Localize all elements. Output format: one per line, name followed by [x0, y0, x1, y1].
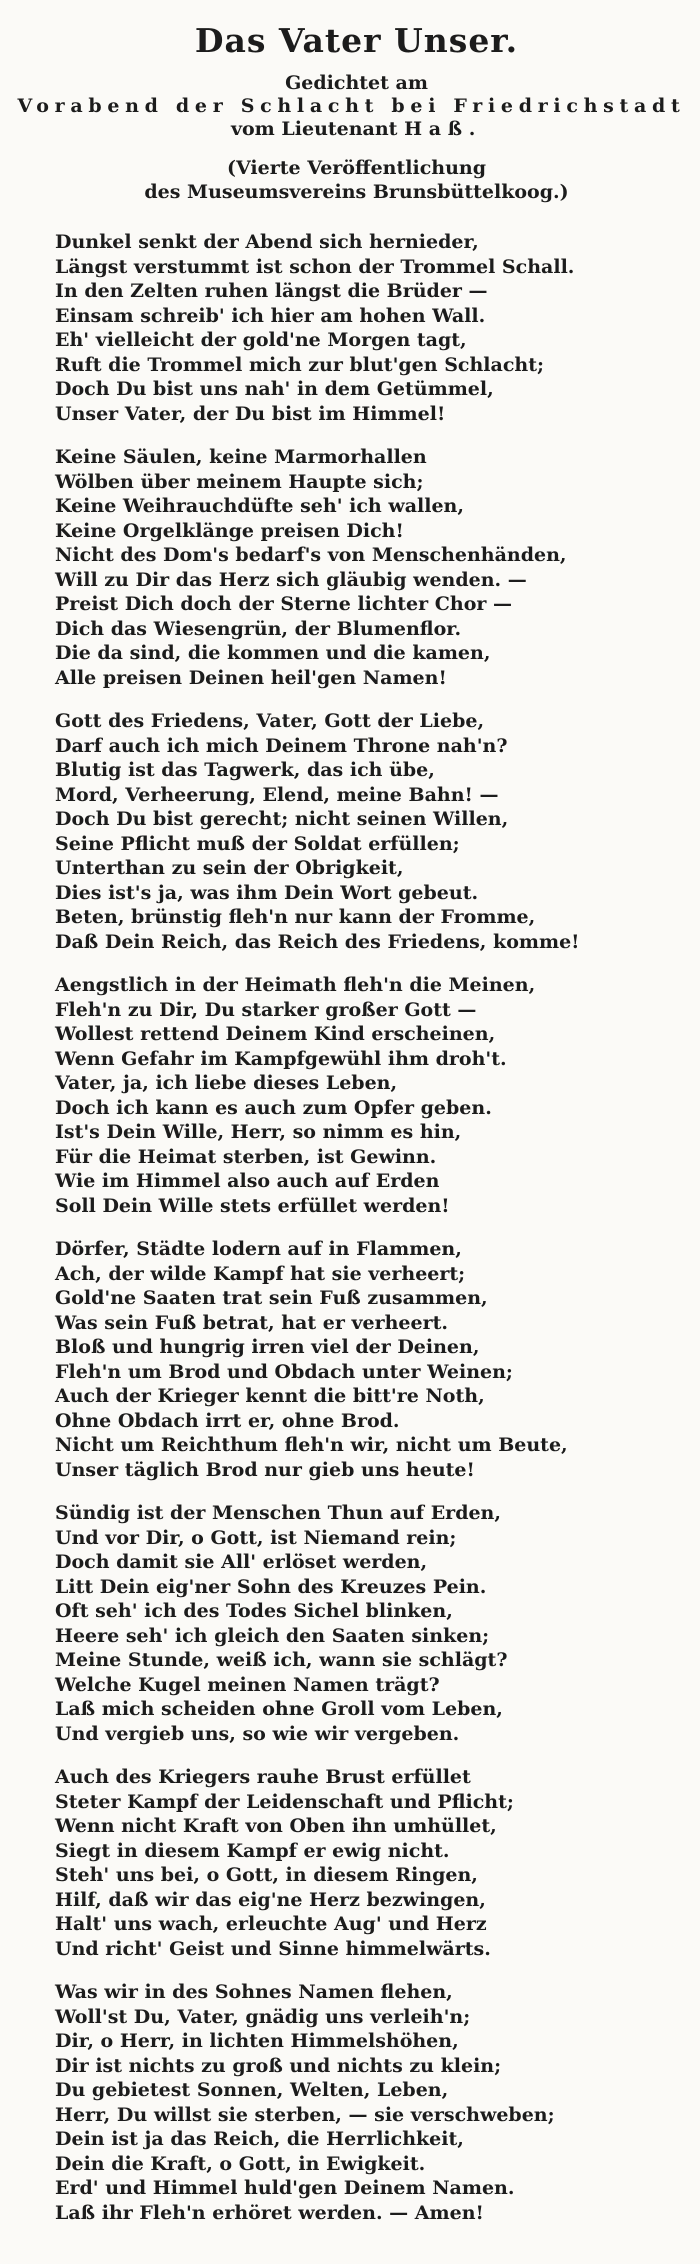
poem-line: Aengstlich in der Heimath fleh'n die Meinen, — [55, 974, 536, 996]
poem-line: Keine Weihrauchdüfte seh' ich wallen, — [55, 495, 464, 517]
poem-line: Laß mich scheiden ohne Groll vom Leben, — [55, 1698, 503, 1720]
poem-line: Steter Kampf der Leidenschaft und Pflicht; — [55, 1790, 514, 1813]
poem-line: Litt Dein eig'ner Sohn des Kreuzes Pein. — [55, 1575, 487, 1598]
poem-line: Wenn Gefahr im Kampfgewühl ihm droh't. — [55, 1047, 507, 1070]
poem-line: Alle preisen Deinen heil'gen Namen! — [55, 666, 447, 689]
poem-stanza — [55, 1765, 658, 1961]
poem-stanza — [55, 709, 658, 954]
poem-line: Fleh'n um Brod und Obdach unter Weinen; — [55, 1360, 513, 1383]
poem-line: Ist's Dein Wille, Herr, so nimm es hin, — [55, 1121, 462, 1143]
poem-line: Herr, Du willst sie sterben, — sie verschweben; — [55, 2103, 555, 2126]
publication-note-line: (Vierte Veröffentlichung — [227, 157, 486, 179]
poem-line: Dich das Wiesengrün, der Blumenflor. — [55, 617, 462, 640]
poem-line: Unser täglich Brod nur gieb uns heute! — [55, 1458, 475, 1481]
poem-stanza — [55, 1237, 658, 1482]
poem-line: Sündig ist der Menschen Thun auf Erden, — [55, 1502, 501, 1524]
poem-line: Soll Dein Wille stets erfüllet werden! — [55, 1194, 450, 1217]
poem-line: Doch ich kann es auch zum Opfer geben. — [55, 1096, 492, 1119]
poem-line: Gold'ne Saaten trat sein Fuß zusammen, — [55, 1287, 488, 1309]
poem-line: Seine Pflicht muß der Soldat erfüllen; — [55, 832, 460, 855]
poem-line: Mord, Verheerung, Elend, meine Bahn! — — [55, 783, 499, 806]
publication-note — [55, 156, 658, 204]
poem-line: Beten, brünstig fleh'n nur kann der Fromme, — [55, 906, 536, 928]
poem-line: Und richt' Geist und Sinne himmelwärts. — [55, 1937, 491, 1960]
poem-line: Für die Heimat sterben, ist Gewinn. — [55, 1145, 437, 1168]
poem-line: Was wir in des Sohnes Namen flehen, — [55, 1981, 453, 2003]
poem-line: Dörfer, Städte lodern auf in Flammen, — [55, 1238, 462, 1260]
poem-stanza — [55, 1501, 658, 1746]
poem-line: Auch des Kriegers rauhe Brust erfüllet — [55, 1766, 471, 1788]
subtitle-author-line — [55, 118, 658, 141]
poem-line: Preist Dich doch der Sterne lichter Chor — — [55, 593, 512, 615]
poem-line: Dies ist's ja, was ihm Dein Wort gebeut. — [55, 881, 479, 904]
poem-line: Einsam schreib' ich hier am hohen Wall. — [55, 304, 486, 327]
poem-line: Wenn nicht Kraft von Oben ihn umhüllet, — [55, 1815, 497, 1837]
author-name: Haß. — [404, 118, 483, 140]
poem-line: Halt' uns wach, erleuchte Aug' und Herz — [55, 1913, 487, 1935]
poem-line: Blutig ist das Tagwerk, das ich übe, — [55, 759, 435, 781]
subtitle-battle-line: Vorabend der Schlacht bei Friedrichstadt — [17, 95, 686, 117]
poem-line: Ruft die Trommel mich zur blut'gen Schlacht; — [55, 353, 545, 376]
poem-line: Bloß und hungrig irren viel der Deinen, — [55, 1336, 480, 1358]
poem-line: Doch Du bist uns nah' in dem Getümmel, — [55, 378, 494, 400]
poem-line: Nicht um Reichthum fleh'n wir, nicht um Beute, — [55, 1434, 568, 1456]
poem-line: Heere seh' ich gleich den Saaten sinken; — [55, 1624, 490, 1647]
poem-line: Oft seh' ich des Todes Sichel blinken, — [55, 1600, 453, 1622]
poem-line: Dir, o Herr, in lichten Himmelshöhen, — [55, 2030, 459, 2052]
poem-line: Keine Säulen, keine Marmorhallen — [55, 446, 427, 468]
poem-line: Welche Kugel meinen Namen trägt? — [55, 1673, 440, 1696]
poem-line: Gott des Friedens, Vater, Gott der Liebe, — [55, 710, 485, 732]
poem-line: Daß Dein Reich, das Reich des Friedens, komme! — [55, 930, 580, 953]
poem-line: Darf auch ich mich Deinem Throne nah'n? — [55, 734, 508, 757]
poem-line: Ohne Obdach irrt er, ohne Brod. — [55, 1409, 400, 1432]
poem-line: Längst verstummt ist schon der Trommel Schall. — [55, 255, 575, 278]
poem-stanza — [55, 1980, 658, 2225]
poem-line: Unser Vater, der Du bist im Himmel! — [55, 402, 446, 425]
poem-line: Du gebietest Sonnen, Welten, Leben, — [55, 2079, 449, 2101]
poem-line: Vater, ja, ich liebe dieses Leben, — [55, 1072, 398, 1094]
poem-line: Hilf, daß wir das eig'ne Herz bezwingen, — [55, 1888, 486, 1911]
poem-line: Dunkel senkt der Abend sich hernieder, — [55, 231, 479, 253]
poem-line: Unterthan zu sein der Obrigkeit, — [55, 857, 404, 879]
author-prefix: vom Lieutenant — [230, 118, 398, 140]
poem-stanza — [55, 445, 658, 690]
poem-line: Laß ihr Fleh'n erhöret werden. — Amen! — [55, 2201, 484, 2224]
poem-line: Keine Orgelklänge preisen Dich! — [55, 519, 404, 542]
subtitle-dedication: Gedichtet am — [285, 72, 428, 94]
poem-line: Dein die Kraft, o Gott, in Ewigkeit. — [55, 2152, 426, 2175]
poem-line: Wölben über meinem Haupte sich; — [55, 470, 424, 493]
page-title: Das Vater Unser. — [194, 21, 519, 60]
poem-line: Wollest rettend Deinem Kind erscheinen, — [55, 1023, 496, 1045]
poem-line: Ach, der wilde Kampf hat sie verheert; — [55, 1262, 466, 1285]
poem-body — [55, 230, 658, 2225]
poem-line: Nicht des Dom's bedarf's von Menschenhänden, — [55, 544, 567, 566]
poem-line: Und vor Dir, o Gott, ist Niemand rein; — [55, 1526, 457, 1549]
poem-line: Meine Stunde, weiß ich, wann sie schlägt? — [55, 1649, 508, 1671]
publication-note-line: des Museumsvereins Brunsbüttelkoog.) — [144, 181, 569, 203]
poem-line: Siegt in diesem Kampf er ewig nicht. — [55, 1839, 450, 1862]
poem-line: Dein ist ja das Reich, die Herrlichkeit, — [55, 2128, 464, 2150]
poem-line: Auch der Krieger kennt die bitt're Noth, — [55, 1385, 485, 1407]
poem-line: Eh' vielleicht der gold'ne Morgen tagt, — [55, 329, 467, 351]
poem-line: Woll'st Du, Vater, gnädig uns verleih'n; — [55, 2005, 471, 2028]
poem-line: Was sein Fuß betrat, hat er verheert. — [55, 1311, 448, 1334]
poem-line: In den Zelten ruhen längst die Brüder — — [55, 280, 488, 302]
poem-line: Fleh'n zu Dir, Du starker großer Gott — — [55, 998, 477, 1021]
poem-line: Erd' und Himmel huld'gen Deinem Namen. — [55, 2177, 515, 2199]
poem-line: Doch Du bist gerecht; nicht seinen Willen, — [55, 808, 509, 830]
poem-line: Und vergieb uns, so wie wir vergeben. — [55, 1722, 460, 1745]
poem-stanza — [55, 973, 658, 1218]
poem-line: Die da sind, die kommen und die kamen, — [55, 642, 491, 664]
poem-stanza — [55, 230, 658, 426]
poem-line: Steh' uns bei, o Gott, in diesem Ringen, — [55, 1864, 478, 1886]
poem-line: Doch damit sie All' erlöset werden, — [55, 1551, 428, 1573]
poem-line: Will zu Dir das Herz sich gläubig wenden. — — [55, 568, 527, 591]
poem-line: Dir ist nichts zu groß und nichts zu klein; — [55, 2054, 502, 2077]
poem-line: Wie im Himmel also auch auf Erden — [55, 1170, 440, 1192]
